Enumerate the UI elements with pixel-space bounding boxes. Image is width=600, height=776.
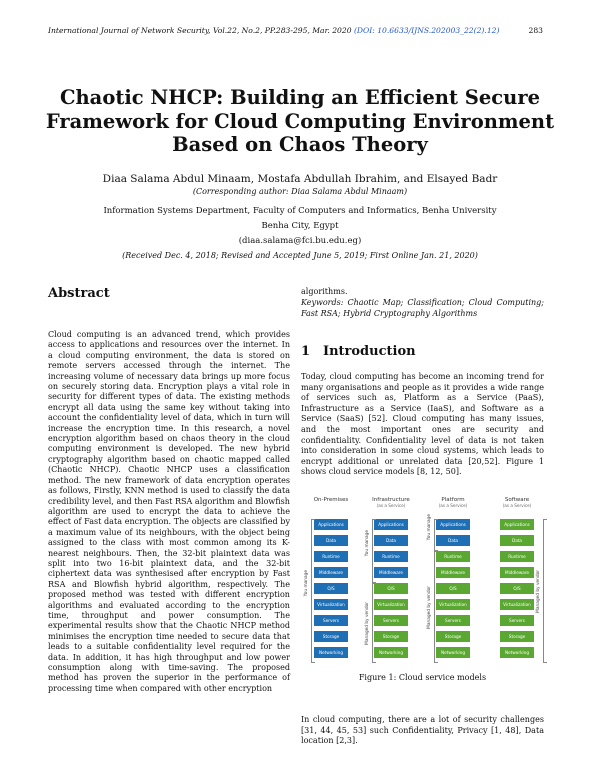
layer-box: Data — [436, 535, 470, 546]
side-label: Managed by vendor — [536, 570, 541, 613]
bracket — [543, 519, 547, 663]
layer-box: Virtualization — [436, 599, 470, 610]
side-label: You manage — [427, 514, 432, 541]
side-label: You manage — [304, 570, 309, 597]
layer-box: Middleware — [500, 567, 534, 578]
layer-box: Servers — [500, 615, 534, 626]
figure-caption: Figure 1: Cloud service models — [358, 673, 487, 682]
affiliation-city: Benha City, Egypt — [261, 221, 339, 231]
layer-box: Data — [314, 535, 348, 546]
layer-box: Virtualization — [500, 599, 534, 610]
layer-box: Runtime — [374, 551, 408, 562]
layer-box: O/S — [314, 583, 348, 594]
layer-box: Servers — [374, 615, 408, 626]
corresponding-author: (Corresponding author: Diaa Salama Abdul Minaam) — [192, 187, 408, 196]
cloud-service-models-figure — [306, 497, 542, 664]
layer-box: Applications — [436, 519, 470, 530]
layer-box: Storage — [374, 631, 408, 642]
affiliation-email[interactable]: (diaa.salama@fci.bu.edu.eg) — [238, 236, 362, 246]
intro-paragraph-2: In cloud computing, there are a lot of security challenges [31, 44, 45, 53] such Confidentiality, Privacy [1, 48], Data location [2,3]. — [301, 715, 544, 746]
column-subtitle: (as a Service) — [376, 503, 406, 508]
layer-box: Data — [374, 535, 408, 546]
column-subtitle: (as a Service) — [502, 503, 532, 508]
column-subtitle: (as a Service) — [438, 503, 468, 508]
layer-box: Applications — [314, 519, 348, 530]
side-label: Managed by vendor — [427, 586, 432, 629]
affiliation-dept: Information Systems Department, Faculty of Computers and Informatics, Benha University — [103, 206, 497, 216]
bracket — [434, 551, 438, 663]
section-title: Introduction — [323, 344, 416, 359]
abstract-continued: algorithms. — [301, 287, 348, 296]
layer-box: O/S — [436, 583, 470, 594]
column-header — [308, 497, 354, 503]
layer-box: Middleware — [374, 567, 408, 578]
keywords: Keywords: Chaotic Map; Classification; Cloud Computing; Fast RSA; Hybrid Cryptography Algorithms — [301, 298, 544, 318]
running-header — [48, 26, 543, 35]
doi-link[interactable]: (DOI: 10.6633/IJNS.202003_22(2).12) — [353, 26, 500, 35]
column-title: Infrastructure — [372, 497, 410, 503]
title-line: Framework for Cloud Computing Environment — [45, 109, 555, 133]
layer-box: Runtime — [500, 551, 534, 562]
side-label: You manage — [365, 530, 370, 557]
column-title: On-Premises — [313, 497, 349, 503]
column-header — [430, 497, 476, 509]
column-header — [368, 497, 414, 509]
layer-box: Runtime — [436, 551, 470, 562]
layer-box: Middleware — [436, 567, 470, 578]
journal-info: International Journal of Network Security, Vol.22, No.2, PP.283-295, Mar. 2020 (DOI: 10.6633/IJNS.202003_22(2).12) — [48, 26, 500, 35]
layer-box: Applications — [374, 519, 408, 530]
layer-box: Applications — [500, 519, 534, 530]
side-label: Managed by vendor — [365, 602, 370, 645]
received-dates: (Received Dec. 4, 2018; Revised and Accepted June 5, 2019; First Online Jan. 21, 2020) — [122, 251, 478, 260]
abstract-heading: Abstract — [48, 286, 110, 301]
layer-box: Servers — [314, 615, 348, 626]
column-header — [494, 497, 540, 509]
layer-box: O/S — [500, 583, 534, 594]
abstract-body: Cloud computing is an advanced trend, which provides access to applications and resources over the internet. In a cloud computing environment, the data is stored on remote servers accessed through the internet. The increasing volume of necessary data brings up more focus on securely storing data. Encryption plays a vital role in security for different types of data. The existing methods encrypt all data using the same key without taking into account the confidentiality level of data, which in turn will increase the encryption time. In this research, a novel encryption algorithm based on chaos theory in the cloud computing environment is developed. The new hybrid cryptography algorithm based on chaotic mapped called (Chaotic NHCP). Chaotic NHCP uses a classification method. The new framework of data encryption operates as follows, Firstly, KNN method is used to classify the data credibility level, and then Fast RSA algorithm and Blowfish algorithm are used to encrypt the data to achieve the effect of Fast data encryption. The objects are classified by a maximum value of its neighbours, with the object being assigned to the class with most common among its K-nearest neighbours. Then, the 32-bit plaintext data was split into two 16-bit plaintext data, and the 32-bit ciphertext data was synthesised after encryption by Fast RSA and Blowfish hybrid algorithm, respectively. The proposed method was tested with different encryption algorithms and evaluated according to the encryption time, throughput and power consumption. The experimental results show that the Chaotic NHCP method minimises the encryption time needed to secure data that leads to a suitable confidentiality level required for the data. In addition, it has high throughput and low power consumption along with time-saving. The proposed method has proven the superior in the performance of processing time when compared with other encryption — [48, 330, 290, 693]
bracket — [372, 519, 376, 583]
layer-box: Storage — [500, 631, 534, 642]
layer-box: Networking — [500, 647, 534, 658]
layer-box: Storage — [436, 631, 470, 642]
layer-box: Runtime — [314, 551, 348, 562]
layer-box: Networking — [436, 647, 470, 658]
column-title: Platform — [441, 497, 465, 503]
layer-box: Networking — [374, 647, 408, 658]
bracket — [372, 583, 376, 663]
layer-box: Servers — [436, 615, 470, 626]
bracket — [311, 519, 315, 663]
title-line: Chaotic NHCP: Building an Efficient Secure — [59, 86, 541, 109]
title-line: Based on Chaos Theory — [172, 133, 428, 156]
page-number: 283 — [528, 26, 543, 35]
layer-box: Middleware — [314, 567, 348, 578]
layer-box: Networking — [314, 647, 348, 658]
paper-title — [30, 86, 570, 157]
section-number: 1 — [301, 344, 311, 359]
intro-paragraph: Today, cloud computing has become an incoming trend for many organisations and people as it provides a wide range of services such as, Platform as a Service (PaaS), Infrastructure as a Service (IaaS), and Software as a Service (SaaS) [52]. Cloud computing has many issues, and the most important ones are security and confidentiality. Confidentiality level of data is not taken into consideration in some cloud systems, which leads to encrypt additional or unrelated data [20,52]. Figure 1 shows cloud service models [8, 12, 50]. — [301, 372, 544, 477]
column-title: Software — [504, 497, 530, 503]
bracket — [434, 519, 438, 551]
authors: Diaa Salama Abdul Minaam, Mostafa Abdullah Ibrahim, and Elsayed Badr — [102, 173, 498, 185]
layer-box: Storage — [314, 631, 348, 642]
section-heading — [301, 344, 416, 359]
layer-box: O/S — [374, 583, 408, 594]
layer-box: Virtualization — [374, 599, 408, 610]
layer-box: Data — [500, 535, 534, 546]
layer-box: Virtualization — [314, 599, 348, 610]
